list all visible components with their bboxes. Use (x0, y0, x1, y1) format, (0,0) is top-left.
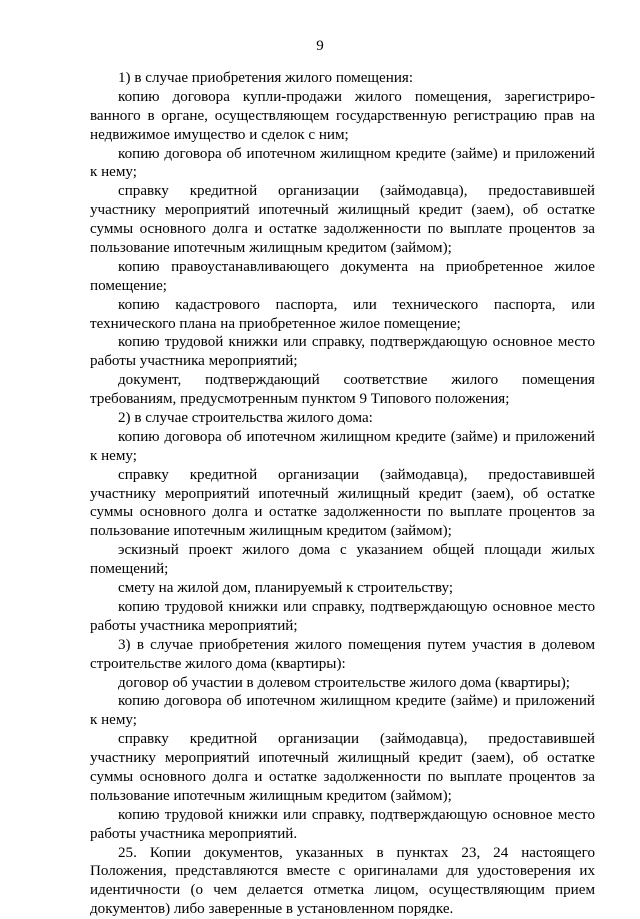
page-number: 9 (316, 38, 324, 54)
paragraph-line: к нему; (90, 447, 137, 464)
paragraph (90, 333, 595, 371)
paragraph-first-line: 25. Копии документов, указанных в пунктах 23, 24 настоящего (118, 844, 595, 861)
paragraph (90, 88, 595, 145)
paragraph-line: участнику мероприятий ипотечный жилищный кредит (заем), об остатке (90, 750, 595, 767)
paragraph-first-line: договор об участии в долевом строительстве жилого дома (квартиры); (118, 674, 570, 691)
paragraph-line: технического плана на приобретенное жилое помещение; (90, 315, 461, 332)
paragraph-first-line: копию трудовой книжки или справку, подтверждающую основное место (118, 806, 595, 823)
paragraph-first-line: 2) в случае строительства жилого дома: (118, 410, 373, 427)
paragraph-first-line: смету на жилой дом, планируемый к строительству; (118, 580, 454, 597)
paragraph-first-line: копию договора об ипотечном жилищном кредите (займе) и приложений (118, 145, 595, 162)
paragraph-line: участнику мероприятий ипотечный жилищный кредит (заем), об остатке (90, 485, 595, 502)
paragraph-first-line: справку кредитной организации (займодавца), предоставившей (118, 731, 595, 748)
paragraph-line: работы участника мероприятий; (90, 353, 298, 370)
paragraph-line: недвижимое имущество и сделок с ним; (90, 126, 349, 143)
paragraph (90, 730, 595, 806)
paragraph-line: идентичности (о чем делается отметка лицом, осуществляющим прием (90, 882, 595, 899)
paragraph (90, 844, 595, 919)
paragraph-line: суммы основного долга и остатке задолженности по выплате процентов за (90, 221, 595, 238)
paragraph (90, 636, 595, 674)
document-body (90, 69, 595, 919)
paragraph (118, 409, 595, 428)
paragraph (90, 541, 595, 579)
paragraph (90, 371, 595, 409)
paragraph (90, 258, 595, 296)
paragraph-first-line: справку кредитной организации (займодавца), предоставившей (118, 466, 595, 483)
paragraph (90, 466, 595, 542)
paragraph-first-line: копию трудовой книжки или справку, подтверждающую основное место (118, 334, 595, 351)
paragraph-first-line: копию договора об ипотечном жилищном кредите (займе) и приложений (118, 693, 595, 710)
paragraph (90, 806, 595, 844)
paragraph-first-line: справку кредитной организации (займодавца), предоставившей (118, 183, 595, 200)
paragraph-line: строительстве жилого дома (квартиры): (90, 655, 346, 672)
paragraph-first-line: эскизный проект жилого дома с указанием общей площади жилых (118, 542, 595, 559)
paragraph-first-line: копию договора купли-продажи жилого помещения, зарегистриро- (118, 88, 595, 105)
paragraph-first-line: копию договора об ипотечном жилищном кредите (займе) и приложений (118, 428, 595, 445)
paragraph (90, 182, 595, 258)
paragraph-line: участнику мероприятий ипотечный жилищный кредит (заем), об остатке (90, 202, 595, 219)
paragraph (90, 428, 595, 466)
paragraph-line: помещений; (90, 561, 169, 578)
paragraph-line: требованиям, предусмотренным пунктом 9 Типового положения; (90, 391, 510, 408)
paragraph (90, 692, 595, 730)
paragraph-first-line: 1) в случае приобретения жилого помещения: (118, 70, 414, 86)
paragraph-first-line: копию трудовой книжки или справку, подтверждающую основное место (118, 598, 595, 615)
paragraph-line: пользование ипотечным жилищным кредитом (займом); (90, 240, 452, 257)
paragraph (90, 145, 595, 183)
paragraph-first-line: документ, подтверждающий соответствие жилого помещения (118, 372, 595, 389)
paragraph-line: суммы основного долга и остатке задолженности по выплате процентов за (90, 768, 595, 785)
paragraph (118, 674, 595, 693)
paragraph (90, 598, 595, 636)
paragraph-line: работы участника мероприятий. (90, 825, 298, 842)
paragraph-line: Положения, представляются вместе с оригиналами для удостоверения их (90, 863, 595, 880)
paragraph-first-line: копию правоустанавливающего документа на приобретенное жилое (118, 258, 595, 275)
paragraph-first-line: копию кадастрового паспорта, или технического паспорта, или (118, 296, 595, 313)
paragraph-line: суммы основного долга и остатке задолженности по выплате процентов за (90, 504, 595, 521)
paragraph-line: работы участника мероприятий; (90, 617, 298, 634)
paragraph-line: пользование ипотечным жилищным кредитом (займом); (90, 523, 452, 540)
paragraph-line: документов) либо заверенные в установленном порядке. (90, 901, 454, 918)
paragraph-first-line: 3) в случае приобретения жилого помещения путем участия в долевом (118, 636, 595, 653)
paragraph (90, 296, 595, 334)
paragraph-line: ванного в органе, осуществляющем государственную регистрацию прав на (90, 107, 595, 124)
paragraph (118, 579, 595, 598)
paragraph-line: помещение; (90, 277, 167, 294)
paragraph-line: к нему; (90, 164, 137, 181)
paragraph-line: пользование ипотечным жилищным кредитом (займом); (90, 787, 452, 804)
paragraph-line: к нему; (90, 712, 137, 729)
paragraph (118, 69, 595, 88)
